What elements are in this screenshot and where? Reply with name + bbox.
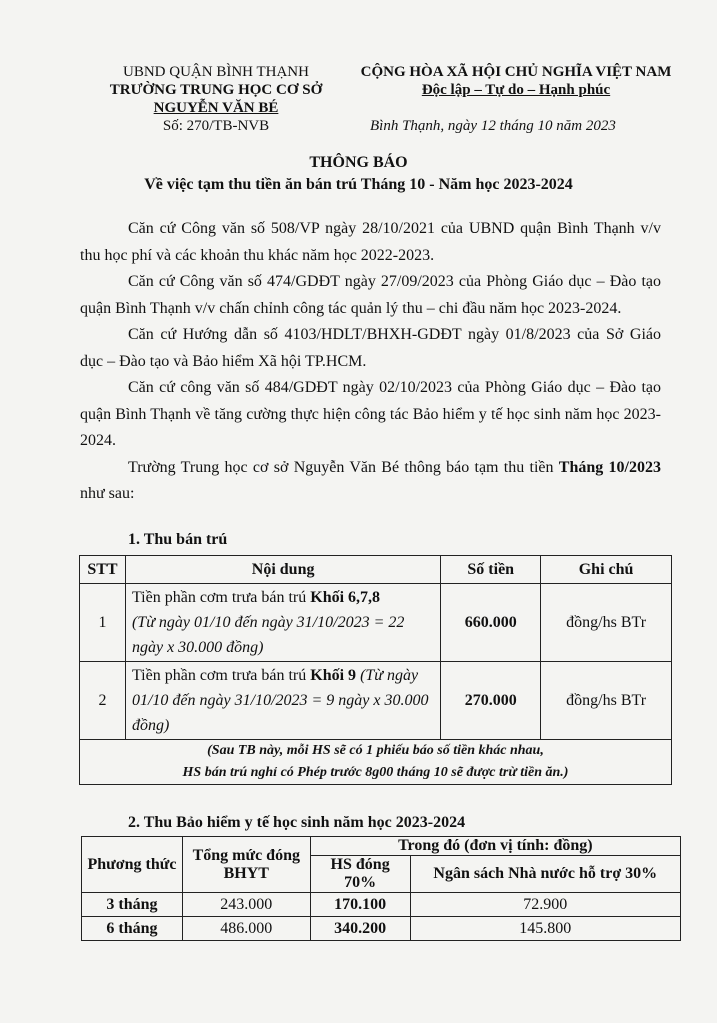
col-header-total: Tổng mức đóng BHYT [182, 837, 310, 893]
table-footnote-row [80, 740, 672, 785]
row-total: 486.000 [182, 917, 310, 941]
school-name-line2: NGUYỄN VĂN BÉ [153, 100, 279, 116]
paragraph: Căn cứ Hướng dẫn số 4103/HDLT/BHXH-GDĐT ngày 01/8/2023 của Sở Giáo dục – Đào tạo và Bảo hiểm Xã hội TP.HCM. [80, 326, 661, 370]
row-state: 72.900 [410, 893, 680, 917]
row-description [125, 662, 440, 740]
col-header-state: Ngân sách Nhà nước hỗ trợ 30% [410, 856, 680, 893]
health-insurance-table [81, 836, 681, 941]
table-footnote [80, 740, 672, 785]
row-method: 3 tháng [82, 893, 183, 917]
row-state: 145.800 [410, 917, 680, 941]
col-header: Ghi chú [541, 556, 672, 584]
row-total: 243.000 [182, 893, 310, 917]
table-header-row [82, 837, 681, 856]
col-header-method: Phương thức [82, 837, 183, 893]
national-header [346, 63, 686, 99]
row-stt: 1 [80, 584, 126, 662]
col-header: Số tiền [441, 556, 541, 584]
col-header-group [310, 837, 680, 856]
desc-italic: (Từ ngày 01/10 đến ngày 31/10/2023 = 22 ngày x 30.000 đồng) [131, 614, 405, 656]
row-stt: 2 [80, 662, 126, 740]
row-student: 340.200 [310, 917, 410, 941]
table-row [80, 584, 672, 662]
row-description [125, 584, 440, 662]
grade-label: Khối 6,7,8 [310, 589, 381, 606]
desc-italic: (Từ ngày 01/10 đến ngày 31/10/2023 = 9 ngày x 30.000 đồng) [131, 667, 429, 734]
row-student: 170.100 [310, 893, 410, 917]
school-name-line1: TRƯỜNG TRUNG HỌC CƠ SỞ [109, 82, 323, 98]
section1-heading: 1. Thu bán trú [128, 531, 228, 548]
paragraph-text: như sau: [80, 485, 135, 502]
issuer-block [96, 63, 336, 135]
document-subtitle: Về việc tạm thu tiền ăn bán trú Tháng 10 - Năm học 2023-2024 [144, 176, 573, 193]
row-note: đồng/hs BTr [541, 662, 672, 740]
district-name: UBND QUẬN BÌNH THẠNH [123, 64, 309, 80]
document-title: THÔNG BÁO [309, 154, 408, 171]
paragraph: Căn cứ công văn số 484/GDĐT ngày 02/10/2023 của Phòng Giáo dục – Đào tạo quận Bình Thạnh về tăng cường thực hiện công tác Bảo hiểm y tế học sinh năm học 2023-2024. [80, 379, 661, 449]
col-header: Nội dung [125, 556, 440, 584]
table-row [82, 893, 681, 917]
paragraph-text: Trường Trung học cơ sở Nguyễn Văn Bé thông báo tạm thu tiền [128, 458, 559, 476]
issue-date: Bình Thạnh, ngày 12 tháng 10 năm 2023 [370, 118, 616, 134]
grade-label: Khối 9 [310, 667, 357, 684]
boarding-fee-table [79, 555, 672, 785]
table-row [80, 662, 672, 740]
table-header-row [80, 556, 672, 584]
row-note: đồng/hs BTr [541, 584, 672, 662]
document-body [80, 216, 661, 508]
paragraph [80, 455, 661, 508]
col-header-student: HS đóng 70% [310, 856, 410, 893]
table-row [82, 917, 681, 941]
section2-heading: 2. Thu Bảo hiểm y tế học sinh năm học 2023-2024 [128, 814, 466, 831]
paragraph: Căn cứ Công văn số 474/GDĐT ngày 27/09/2023 của Phòng Giáo dục – Đào tạo quận Bình Thạnh v/v chấn chỉnh công tác quản lý thu – chi đầu năm học 2023-2024. [80, 273, 661, 317]
row-method: 6 tháng [82, 917, 183, 941]
footnote-line: (Sau TB này, mỗi HS sẽ có 1 phiếu báo số tiền khác nhau, [207, 743, 544, 758]
country-name: CỘNG HÒA XÃ HỘI CHỦ NGHĨA VIỆT NAM [360, 64, 672, 80]
col-header: STT [80, 556, 126, 584]
paragraph: Căn cứ Công văn số 508/VP ngày 28/10/2021 của UBND quận Bình Thạnh v/v thu học phí và các khoản thu khác năm học 2022-2023. [80, 220, 661, 264]
row-amount: 270.000 [441, 662, 541, 740]
desc-text: Tiền phần cơm trưa bán trú [131, 667, 311, 684]
motto: Độc lập – Tự do – Hạnh phúc [421, 82, 611, 98]
group-label: Trong đó (đơn vị tính: đồng) [398, 837, 593, 854]
row-amount: 660.000 [441, 584, 541, 662]
desc-text: Tiền phần cơm trưa bán trú [131, 589, 311, 606]
month-highlight: Tháng 10/2023 [558, 458, 661, 476]
footnote-line: HS bán trú nghỉ có Phép trước 8g00 tháng 10 sẽ được trừ tiền ăn.) [182, 765, 569, 780]
document-number: Số: 270/TB-NVB [162, 118, 270, 134]
